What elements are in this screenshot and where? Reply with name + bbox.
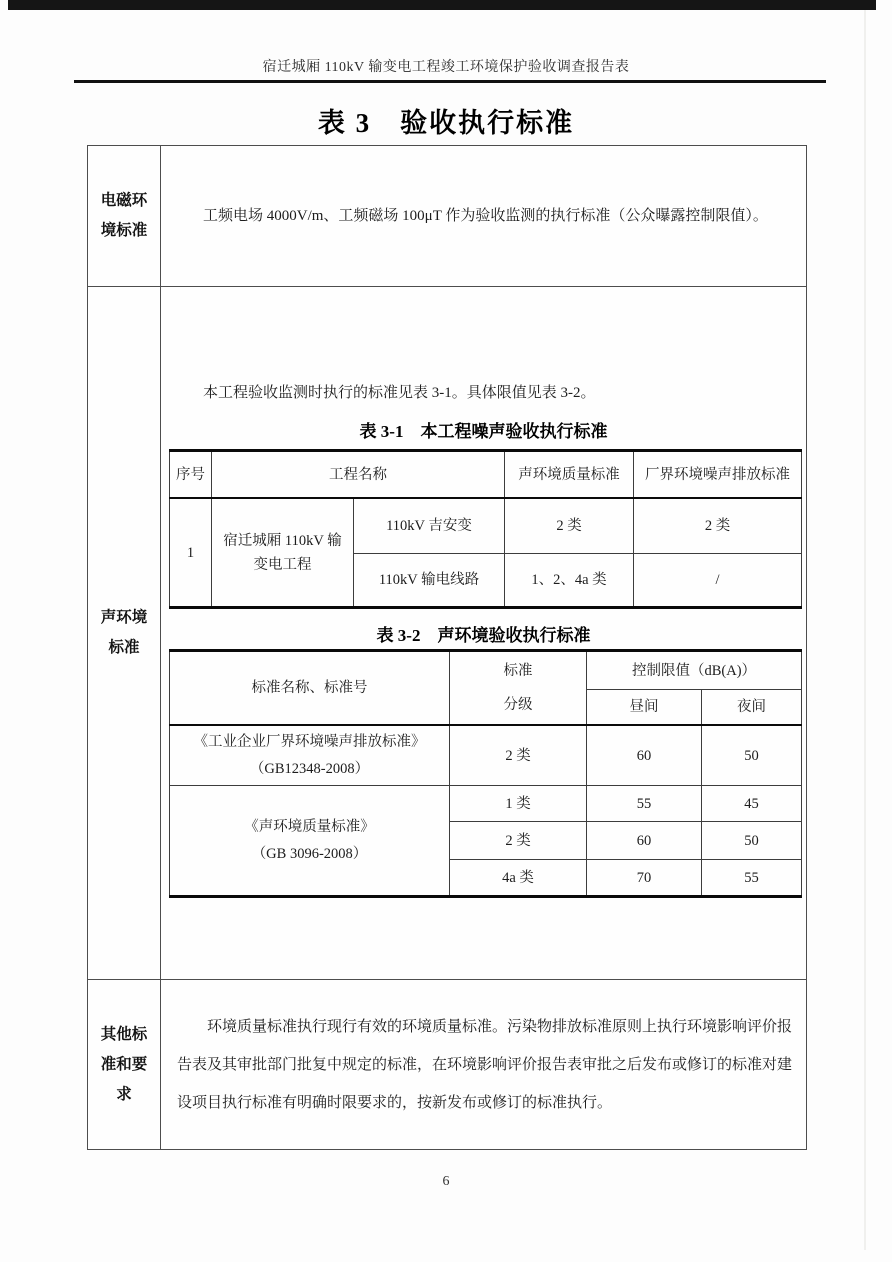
t31-cell-quality-1: 2 类 — [505, 498, 634, 554]
t32-cell-name-2 — [170, 786, 450, 897]
t31-cell-project-line2: 变电工程 — [253, 556, 312, 573]
t31-cell-facility-2: 110kV 输电线路 — [354, 554, 505, 608]
table32-row-gb12348 — [170, 725, 802, 786]
table-3-2 — [169, 649, 802, 898]
t31-header-project: 工程名称 — [212, 451, 505, 499]
t31-cell-boundary-2: / — [634, 554, 802, 608]
page-title: 表 3 验收执行标准 — [317, 108, 575, 138]
document-header: 宿迁城厢 110kV 输变电工程竣工环境保护验收调查报告表 — [262, 60, 630, 75]
t32-cell-day-2: 55 — [587, 786, 702, 822]
row-label-em — [88, 146, 161, 286]
t32-cell-night-1: 50 — [702, 725, 802, 786]
t31-cell-boundary-1: 2 类 — [634, 498, 802, 554]
main-table — [87, 145, 807, 1150]
t32-cell-name-2-line2: （GB 3096-2008） — [251, 845, 368, 862]
table31-header-row — [170, 451, 802, 499]
scan-edge-artifact — [8, 0, 876, 10]
table31-row-substation — [170, 498, 802, 554]
row-label-other-text: 其他标准和要求 — [100, 1025, 148, 1103]
header-rule — [74, 80, 826, 83]
other-content-text: 环境质量标准执行现行有效的环境质量标准。污染物排放标准原则上执行环境影响评价报告表及其审批部门批复中规定的标准，在环境影响评价报告表审批之后发布或修订的标准对建设项目执行标准有明确时限要求的，按新发布或修订的标准执行。 — [177, 1018, 793, 1111]
t32-header-grade-line1: 标准 — [503, 663, 533, 679]
page-number: 6 — [442, 1174, 450, 1189]
t32-cell-day-1: 60 — [587, 725, 702, 786]
t31-header-quality: 声环境质量标准 — [505, 451, 634, 499]
row-noise — [88, 286, 806, 979]
t32-cell-night-4: 55 — [702, 860, 802, 897]
t32-header-grade-line2: 分级 — [503, 697, 533, 713]
t31-cell-quality-2: 1、2、4a 类 — [505, 554, 634, 608]
row-label-em-text: 电磁环境标准 — [100, 192, 148, 239]
scan-edge-line — [864, 10, 866, 1250]
table32-row-gb3096-c1 — [170, 786, 802, 822]
table32-header-row-1 — [170, 651, 802, 690]
table32-title: 表 3-2 声环境验收执行标准 — [376, 626, 591, 645]
row-other — [88, 979, 806, 1149]
t32-cell-day-3: 60 — [587, 822, 702, 860]
t32-header-name: 标准名称、标准号 — [170, 651, 450, 726]
t31-cell-facility-1: 110kV 吉安变 — [354, 498, 505, 554]
t32-header-grade — [450, 651, 587, 726]
t32-cell-night-2: 45 — [702, 786, 802, 822]
other-content-cell — [161, 980, 806, 1149]
table31-title: 表 3-1 本工程噪声验收执行标准 — [359, 422, 608, 441]
t31-header-seq: 序号 — [170, 451, 212, 499]
t32-cell-grade-2: 1 类 — [450, 786, 587, 822]
t32-cell-grade-3: 2 类 — [450, 822, 587, 860]
row-label-noise-text: 声环境标准 — [100, 609, 148, 656]
t32-cell-name-1-line2: （GB12348-2008） — [249, 760, 370, 777]
t31-cell-project-line1: 宿迁城厢 110kV 输 — [223, 532, 342, 549]
t32-cell-grade-1: 2 类 — [450, 725, 587, 786]
row-em — [88, 146, 806, 286]
t32-header-day: 昼间 — [587, 690, 702, 725]
row-label-other — [88, 980, 161, 1149]
t32-cell-name-1-line1: 《工业企业厂界环境噪声排放标准》 — [193, 733, 426, 750]
em-content-text: 工频电场 4000V/m、工频磁场 100μT 作为验收监测的执行标准（公众曝露控制限值）。 — [203, 207, 768, 224]
em-content-cell — [161, 146, 806, 286]
t32-cell-name-2-line1: 《声环境质量标准》 — [244, 818, 375, 835]
t31-cell-project — [212, 498, 354, 608]
t31-header-boundary: 厂界环境噪声排放标准 — [634, 451, 802, 499]
t32-cell-day-4: 70 — [587, 860, 702, 897]
table-3-1 — [169, 449, 802, 609]
t32-cell-name-1 — [170, 725, 450, 786]
noise-intro-text: 本工程验收监测时执行的标准见表 3-1。具体限值见表 3-2。 — [203, 385, 596, 401]
t31-cell-seq: 1 — [170, 498, 212, 608]
t32-header-night: 夜间 — [702, 690, 802, 725]
row-label-noise — [88, 287, 161, 979]
t32-cell-night-3: 50 — [702, 822, 802, 860]
t32-cell-grade-4: 4a 类 — [450, 860, 587, 897]
t32-header-limit: 控制限值（dB(A)） — [587, 651, 802, 690]
noise-content-cell — [161, 287, 806, 979]
